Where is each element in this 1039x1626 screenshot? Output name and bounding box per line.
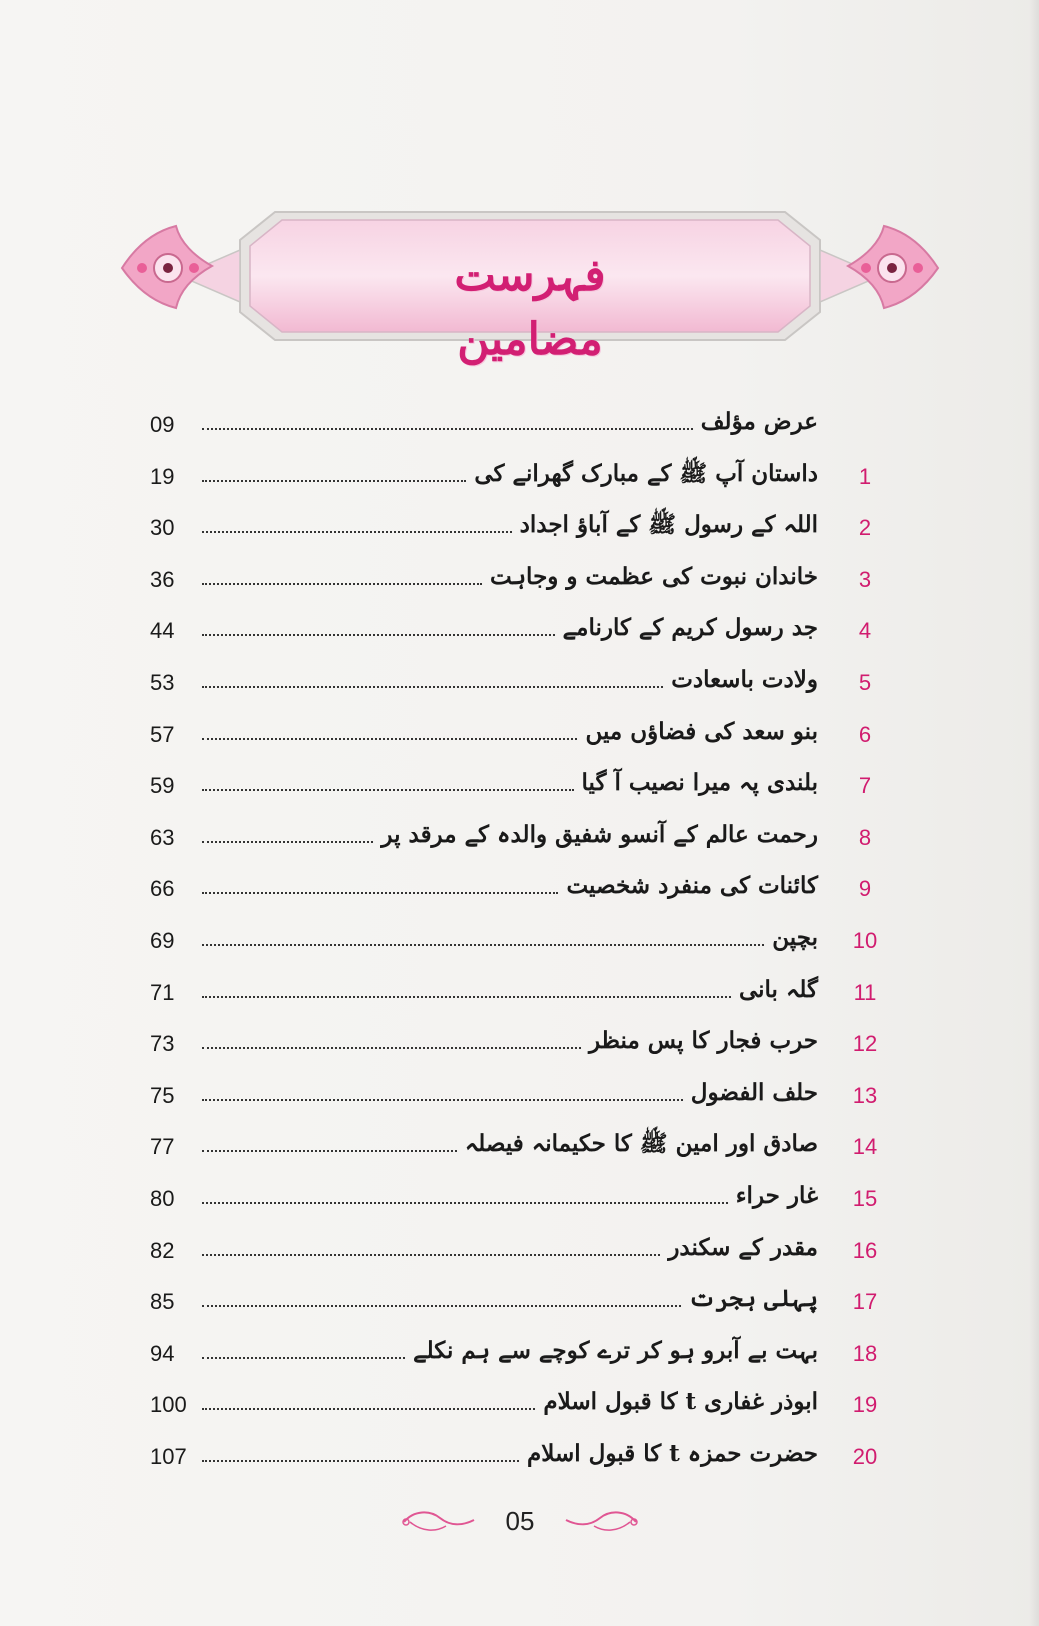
dot-leader — [202, 789, 574, 791]
entry-number: 11 — [853, 979, 877, 1005]
entry-number: 18 — [852, 1340, 878, 1366]
entry-page-number: 63 — [150, 824, 175, 850]
toc-entry[interactable] — [150, 555, 890, 607]
dot-leader — [202, 480, 466, 482]
entry-page-number: 09 — [150, 412, 175, 437]
entry-title: بلندی پہ میرا نصیب آ گیا — [581, 769, 818, 797]
toc-entry[interactable] — [150, 710, 890, 762]
dot-leader — [202, 686, 663, 688]
toc-entry[interactable] — [150, 452, 890, 504]
entry-number: 17 — [852, 1289, 878, 1315]
dot-leader — [202, 1150, 457, 1152]
entry-title: ولادت باسعادت — [671, 665, 818, 693]
right-ornament-icon — [848, 226, 938, 308]
dot-leader — [202, 531, 512, 533]
entry-title: مقدر کے سکندر — [668, 1233, 818, 1261]
entry-title: غار حراء — [735, 1181, 818, 1209]
entry-number: 5 — [858, 669, 872, 695]
entry-number: 7 — [858, 773, 872, 799]
entry-number: 8 — [858, 824, 872, 850]
entry-page-number: 94 — [150, 1340, 175, 1366]
dot-leader — [202, 1305, 681, 1307]
entry-page-number: 75 — [150, 1082, 175, 1108]
entry-title: عرض مؤلف — [700, 408, 818, 435]
entry-page-number: 77 — [150, 1134, 175, 1160]
dot-leader — [202, 1202, 728, 1204]
entry-page-number: 19 — [150, 463, 175, 489]
page-title: فہرست مضامین — [454, 250, 606, 365]
entry-number: 14 — [852, 1134, 878, 1160]
entry-number: 15 — [852, 1185, 878, 1211]
entry-number: 13 — [852, 1082, 878, 1108]
page-footer — [400, 1500, 640, 1544]
page-edge-shadow — [1029, 0, 1039, 1626]
toc-entry[interactable] — [150, 606, 890, 658]
entry-page-number: 82 — [150, 1237, 175, 1263]
dot-leader — [202, 1357, 405, 1359]
entry-number: 6 — [858, 721, 872, 747]
entry-title: ابوذر غفاری t کا قبول اسلام — [543, 1388, 818, 1416]
left-ornament-icon — [122, 226, 212, 308]
toc-entry[interactable] — [150, 503, 890, 555]
toc-entry[interactable] — [150, 813, 890, 865]
toc-entry[interactable] — [150, 1329, 890, 1381]
entry-number: 3 — [858, 566, 872, 592]
dot-leader — [202, 1254, 660, 1256]
toc-entry[interactable] — [150, 761, 890, 813]
toc-entry[interactable] — [150, 1174, 890, 1226]
entry-title: جد رسول کریم کے کارنامے — [562, 614, 818, 642]
entry-page-number: 107 — [150, 1443, 187, 1469]
toc-entry[interactable] — [150, 658, 890, 710]
entry-number: 10 — [852, 927, 878, 953]
entry-page-number: 36 — [150, 566, 175, 592]
entry-title: بہت بے آبرو ہو کر ترے کوچے سے ہم نکلے — [413, 1336, 818, 1364]
entry-title: صادق اور امین ﷺ کا حکیمانہ فیصلہ — [464, 1130, 818, 1158]
entry-page-number: 59 — [150, 773, 175, 799]
entry-title: بنو سعد کی فضاؤں میں — [585, 717, 818, 745]
dot-leader — [202, 892, 558, 894]
entry-title: حلف الفضول — [690, 1078, 818, 1106]
dot-leader — [202, 1099, 683, 1101]
entry-title: گلہ بانی — [738, 975, 818, 1003]
entry-page-number: 80 — [150, 1185, 175, 1211]
toc-entry[interactable] — [150, 1226, 890, 1278]
entry-number: 19 — [852, 1392, 878, 1418]
entry-title: حرب فجار کا پس منظر — [588, 1027, 818, 1055]
dot-leader — [202, 583, 482, 585]
title-banner — [120, 210, 940, 365]
dot-leader — [202, 634, 555, 636]
toc-entry[interactable] — [150, 864, 890, 916]
dot-leader — [202, 428, 693, 430]
dot-leader — [202, 1408, 535, 1410]
entry-title: خاندان نبوت کی عظمت و وجاہت — [490, 562, 818, 590]
entry-number: 1 — [858, 463, 872, 489]
entry-number: 16 — [852, 1237, 878, 1263]
dot-leader — [202, 1460, 519, 1462]
entry-page-number: 100 — [150, 1392, 187, 1418]
entry-page-number: 69 — [150, 927, 175, 953]
dot-leader — [202, 944, 764, 946]
toc-entry[interactable] — [150, 1019, 890, 1071]
entry-page-number: 30 — [150, 515, 175, 541]
toc-entry[interactable] — [150, 916, 890, 968]
entry-page-number: 57 — [150, 721, 175, 747]
page-number: 05 — [505, 1506, 535, 1536]
entry-title: کائنات کی منفرد شخصیت — [566, 872, 818, 900]
toc-entry[interactable] — [150, 1071, 890, 1123]
entry-title: حضرت حمزہ t کا قبول اسلام — [527, 1439, 818, 1467]
toc-entry[interactable] — [150, 1380, 890, 1432]
dot-leader — [202, 738, 577, 740]
toc-entry[interactable] — [150, 1277, 890, 1329]
entry-title: داستان آپ ﷺ کے مبارک گھرانے کی — [474, 459, 818, 487]
dot-leader — [202, 841, 373, 843]
toc-entry[interactable] — [150, 1122, 890, 1174]
entry-page-number: 53 — [150, 669, 175, 695]
entry-page-number: 66 — [150, 876, 175, 902]
entry-page-number: 73 — [150, 1031, 175, 1057]
entry-number: 20 — [852, 1443, 878, 1469]
toc-entry[interactable] — [150, 1432, 890, 1484]
dot-leader — [202, 1047, 581, 1049]
entry-title: رحمت عالم کے آنسو شفیق والدہ کے مرقد پر — [381, 820, 818, 848]
entry-title: بچپن — [772, 923, 818, 951]
entry-number: 2 — [858, 515, 872, 541]
dot-leader — [202, 996, 731, 998]
table-of-contents — [150, 400, 890, 1483]
entry-number: 4 — [858, 618, 872, 644]
entry-page-number: 71 — [150, 979, 175, 1005]
entry-number: 9 — [858, 876, 872, 902]
toc-entry[interactable] — [150, 400, 890, 452]
entry-page-number: 44 — [150, 618, 175, 644]
toc-entry[interactable] — [150, 968, 890, 1020]
entry-number: 12 — [852, 1031, 878, 1057]
entry-title: اللہ کے رسول ﷺ کے آباؤ اجداد — [519, 511, 818, 539]
entry-page-number: 85 — [150, 1289, 175, 1315]
entry-title: پہلی ہجرت — [688, 1285, 818, 1313]
